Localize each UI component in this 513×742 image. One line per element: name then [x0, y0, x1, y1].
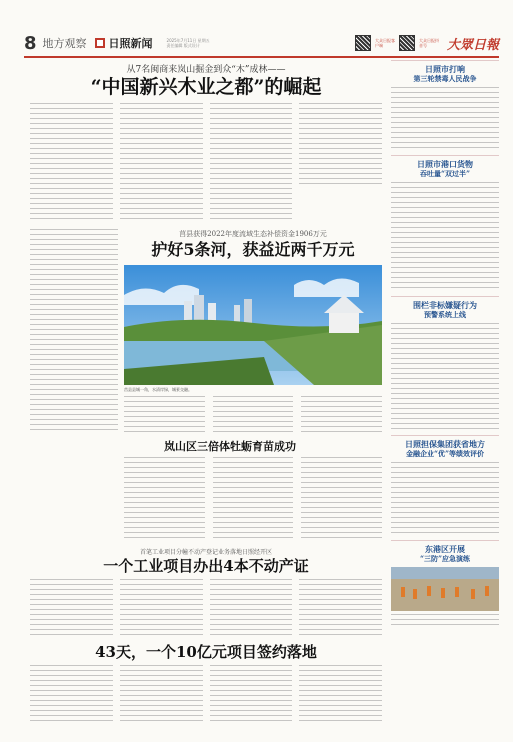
text-column — [301, 396, 382, 434]
qr-label: 大众日报客户端 — [374, 38, 395, 48]
story-body — [30, 103, 382, 221]
story-body — [30, 579, 382, 637]
text-column — [210, 665, 293, 723]
text-column — [213, 396, 294, 434]
text-column — [120, 579, 203, 637]
text-column — [30, 665, 113, 723]
brief-subtitle: 金融企业“优”等绩效评价 — [405, 449, 485, 458]
story-wood-industry — [30, 62, 382, 221]
photo-image — [391, 567, 499, 611]
masthead: 大眾日報 — [446, 37, 499, 53]
qr-label: 大众日报抖音号 — [418, 38, 439, 48]
edition-name: 日照新闻 — [108, 37, 153, 50]
city-photo — [124, 265, 382, 385]
brief-title: 日照市打响 — [425, 64, 465, 74]
text-column — [120, 103, 203, 221]
brief-title: 日照市港口货物 — [417, 159, 473, 169]
qr-code-icon — [399, 35, 415, 51]
brief-body — [391, 182, 499, 290]
story-project-signing — [30, 641, 382, 723]
text-column — [299, 579, 382, 637]
story-headline: 护好5条河，获益近两千万元 — [151, 240, 355, 259]
section-name: 地方观察 — [42, 37, 87, 50]
brief-subtitle: 预警系统上线 — [424, 310, 466, 319]
photo-image — [124, 265, 382, 385]
brief-body — [391, 614, 499, 626]
issue-meta — [167, 38, 277, 48]
brief-item — [391, 540, 499, 626]
story2-right — [124, 229, 382, 434]
text-column — [124, 457, 205, 541]
brief-body — [391, 87, 499, 149]
text-column — [124, 396, 205, 434]
page-number: 8 — [24, 32, 37, 54]
story-river-compensation — [30, 229, 382, 434]
brief-subtitle: 第三轮禁毒人民战争 — [413, 74, 477, 83]
story-headline: 43天，一个10亿元项目签约落地 — [95, 643, 317, 661]
text-column — [299, 665, 382, 723]
main-column — [30, 60, 382, 723]
editor-credit: 责任编辑 版式设计 — [166, 43, 200, 48]
brief-body — [391, 462, 499, 534]
text-column — [120, 665, 203, 723]
story-property-certificate — [30, 547, 382, 637]
story-headline: 一个工业项目办出4本不动产证 — [103, 557, 309, 575]
text-column — [30, 229, 118, 434]
brief-subtitle: “三防”应急演练 — [419, 554, 471, 563]
header-rule — [24, 56, 499, 58]
brief-item — [391, 60, 499, 149]
brief-body — [391, 323, 499, 429]
page-header — [24, 32, 499, 54]
issue-date: 2025年7月11日 星期五 — [166, 38, 210, 43]
brief-item — [391, 296, 499, 429]
brief-item — [391, 435, 499, 534]
story-headline: 岚山区三倍体牡蛎育苗成功 — [164, 440, 296, 453]
brief-subtitle: 吞吐量“双过半” — [419, 169, 471, 178]
text-column — [299, 103, 382, 221]
photo-caption: 莒县县城一角，水清岸绿，城景交融。 — [124, 387, 192, 392]
story-kicker: 首笔工业项目分幢不动产登记业务落地日照经开区 — [139, 549, 272, 556]
story-oyster — [124, 440, 382, 541]
text-column — [210, 103, 293, 221]
story-kicker: 莒县获得2022年度流域生态补偿资金1906万元 — [179, 230, 327, 238]
story-body — [124, 457, 382, 541]
text-column — [30, 579, 113, 637]
text-column — [213, 457, 294, 541]
news-brief-sidebar — [391, 60, 499, 632]
text-column — [30, 103, 113, 221]
brief-item — [391, 155, 499, 290]
text-column — [301, 457, 382, 541]
header-right — [355, 34, 499, 53]
qr-code-icon — [355, 35, 371, 51]
story-headline: “中国新兴木业之都”的崛起 — [90, 76, 322, 98]
drill-photo — [391, 567, 499, 611]
text-column — [210, 579, 293, 637]
brief-title: 围栏非标嫌疑行为 — [413, 300, 477, 310]
city-logo-icon — [93, 36, 107, 50]
brief-title: 日照担保集团获省地方 — [405, 439, 485, 449]
brief-title: 东港区开展 — [425, 544, 465, 554]
story-body — [30, 665, 382, 723]
story-kicker: 从7名闽商来岚山掘金到众“木”成林—— — [126, 65, 286, 75]
story-body — [124, 396, 382, 434]
